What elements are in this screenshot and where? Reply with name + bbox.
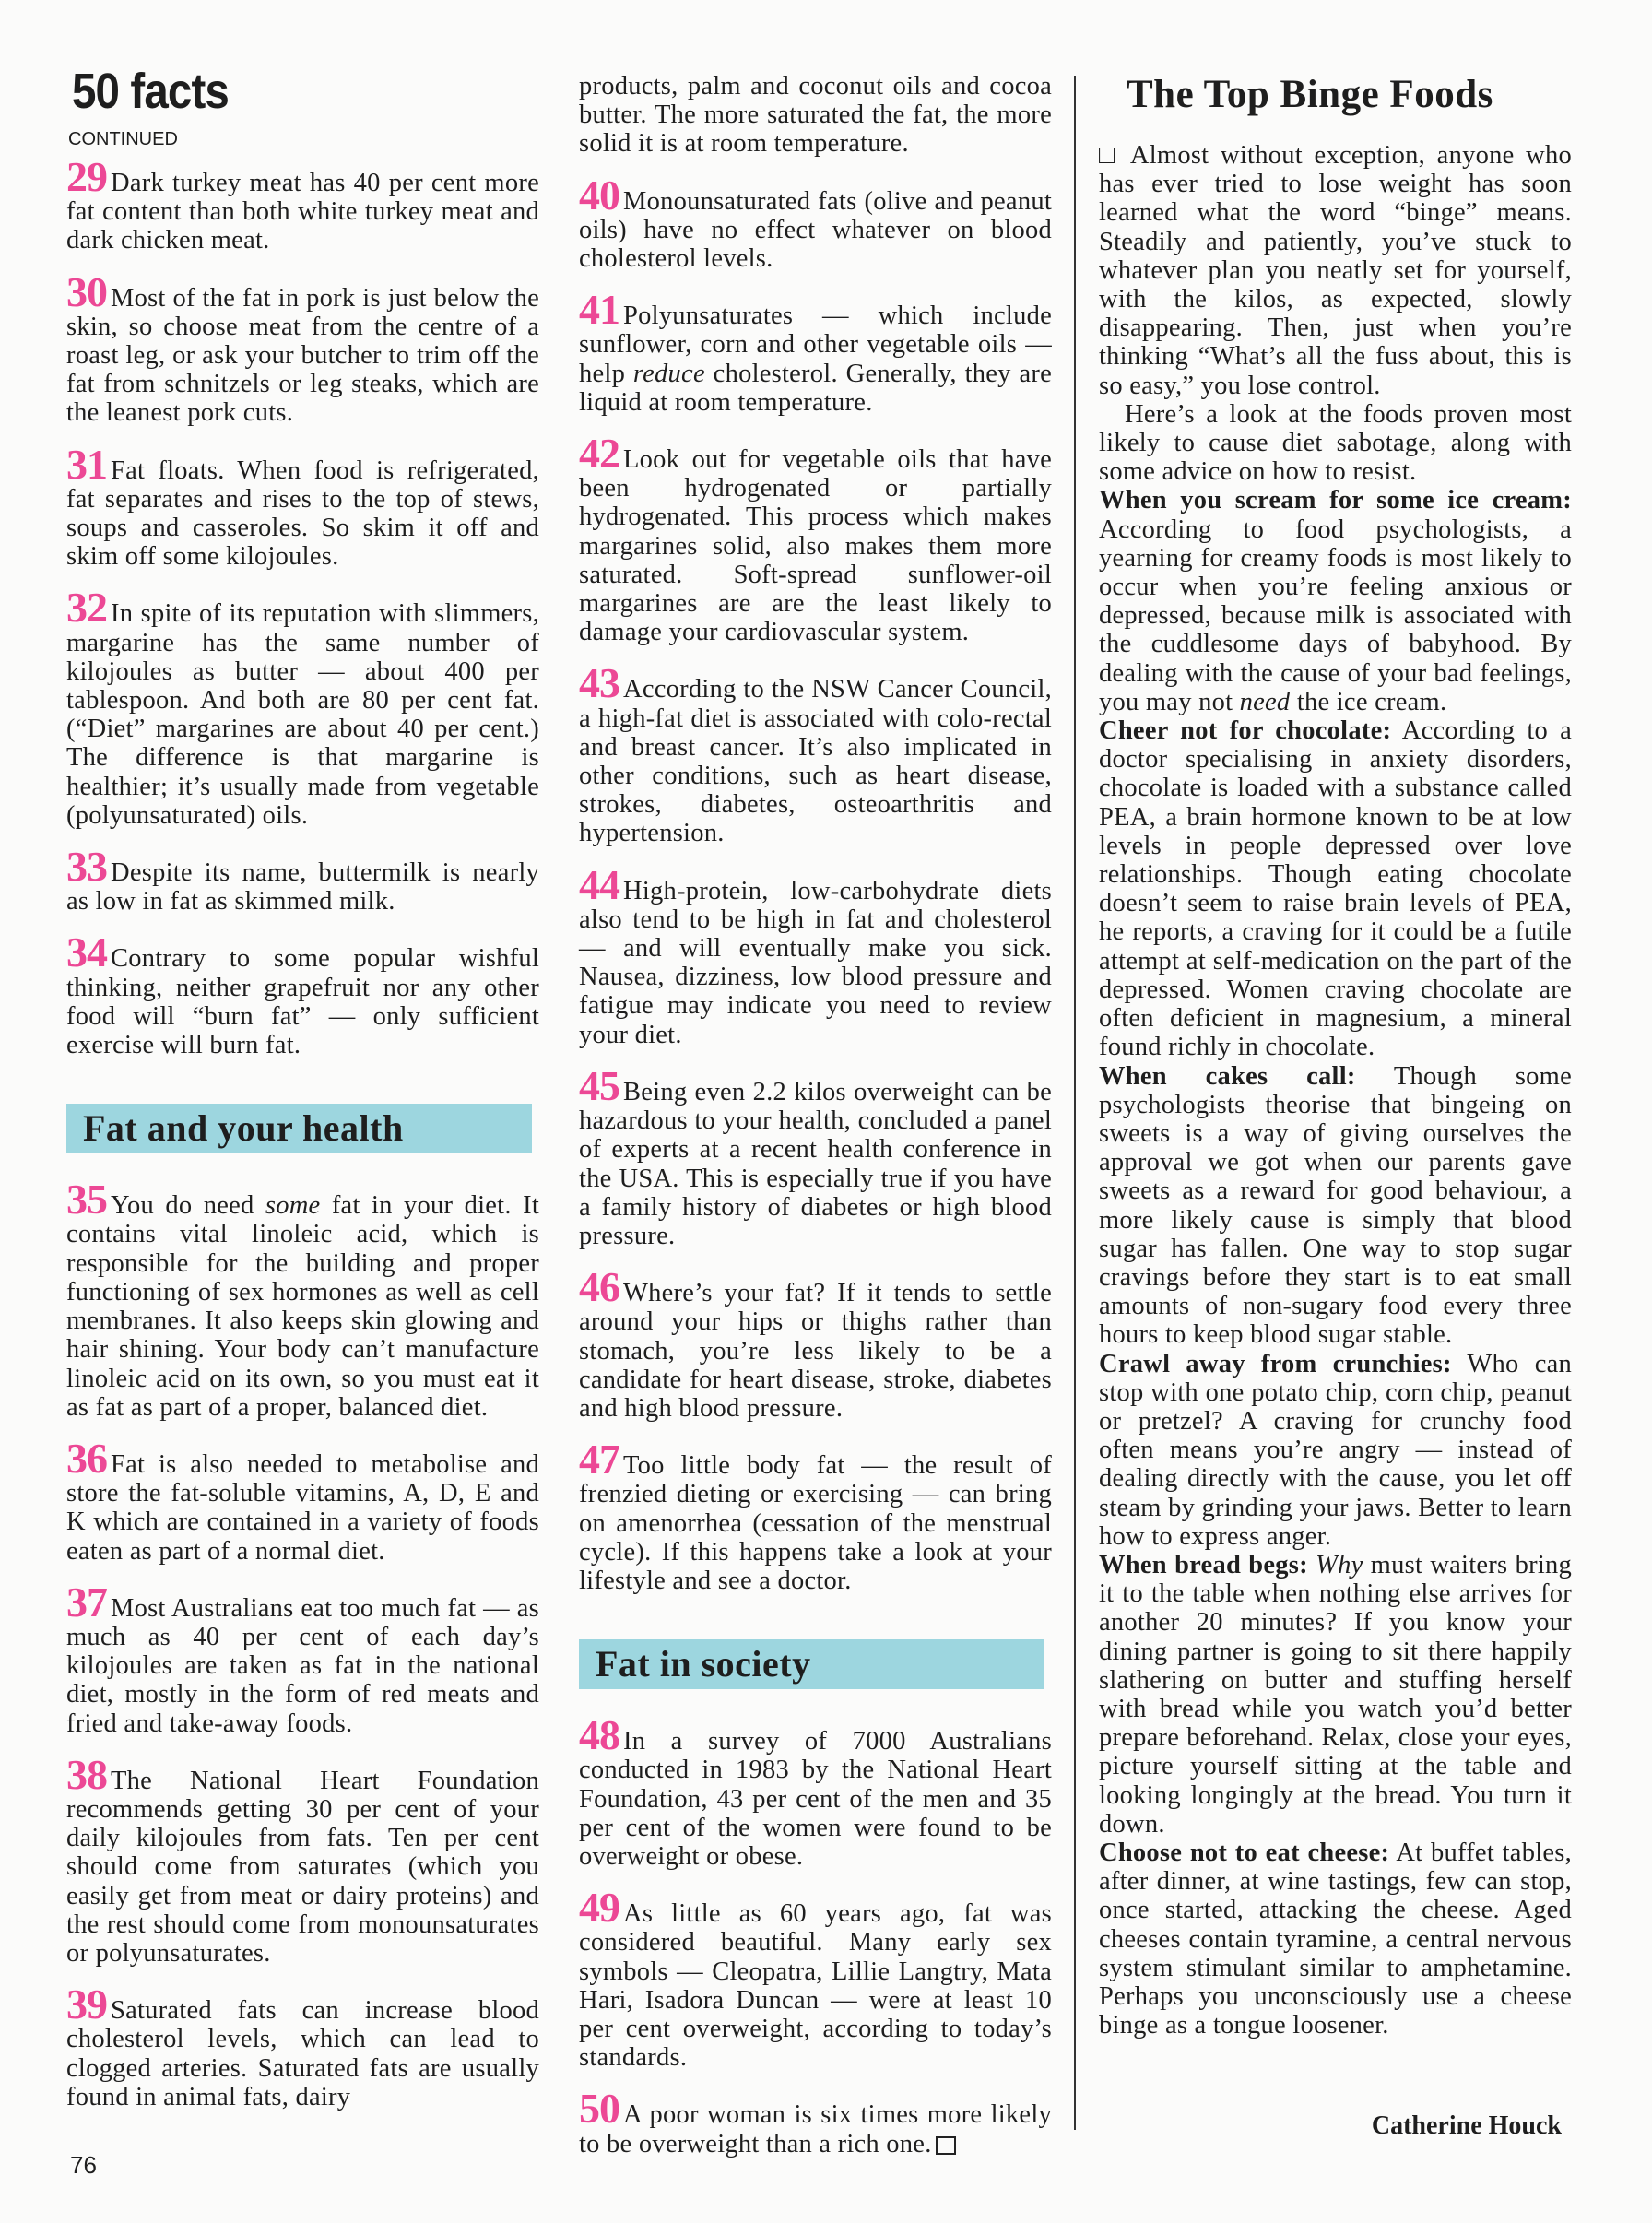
fact-item [66, 1176, 539, 1422]
fact-continuation [579, 72, 1052, 159]
paragraph-lead-in: Choose not to eat cheese: [1099, 1838, 1390, 1867]
sidebar-body [1099, 141, 1572, 2040]
paragraph-text: In spite of its reputation with slimmers, margarine has the same number of kilojoules as butter — about 400 per tablespoon. And both are 80 per cent fat. (“Diet” margarines are about 40 per cent.) The difference is that margarine is healthier; it’s usually made from vegetable (polyunsaturated) oils. [66, 599, 539, 830]
paragraph-text: Most Australians eat too much fat — as much as 40 per cent of each day’s kilojoules are taken as fat in the national diet, mostly in the form of red meats and fried and take-away foods. [66, 1593, 539, 1738]
fact-item [66, 440, 539, 572]
fact-item [66, 267, 539, 428]
paragraph-lead-in: When bread begs: [1099, 1550, 1308, 1579]
paragraph-text: In a survey of 7000 Australians conducted in 1983 by the National Heart Foundation, 43 per cent of the men and 35 per cent of the women were found to be overweight or obese. [579, 1727, 1052, 1871]
paragraph-text: According to food psychologists, a yearning for creamy foods is most likely to occur when you’re feeling anxious or depressed, because milk is associated with the cuddlesome days of babyhood. By dealing with the cause of your bad feelings, you may not [1099, 514, 1572, 716]
fact-number: 31 [66, 440, 107, 488]
fact-number: 30 [66, 267, 107, 315]
paragraph-text: Dark turkey meat has 40 per cent more fat content than both white turkey meat and dark chicken meat. [66, 169, 539, 255]
fact-number: 49 [579, 1884, 620, 1932]
fact-item [66, 153, 539, 255]
paragraph-text: The National Heart Foundation recommends getting 30 per cent of your daily kilojoules from fats. Ten per cent should come from saturates (which you easily get from meat or dairy proteins) and the rest should come from monounsaturates or polyunsaturates. [66, 1766, 539, 1968]
sidebar-paragraph [1099, 1062, 1572, 1350]
paragraph-text: fat in your diet. It contains vital linoleic acid, which is responsible for the building and proper functioning of sex hormones as well as cell membranes. It also keeps skin glowing and hair shining. Your body can’t manufacture linoleic acid on its own, so you must eat it as fat as part of a proper, balanced diet. [66, 1191, 539, 1422]
fact-number: 34 [66, 928, 107, 976]
page-number: 76 [70, 2151, 97, 2179]
fact-item [66, 928, 539, 1060]
fact-item [579, 1436, 1052, 1595]
paragraph-text: Monounsaturated fats (olive and peanut oils) have no effect whatever on blood cholesterol levels. [579, 186, 1052, 274]
column-1 [66, 153, 539, 2139]
fact-number: 41 [579, 286, 620, 334]
fact-item [579, 171, 1052, 274]
paragraph-text: Where’s your fat? If it tends to settle around your hips or thighs rather than stomach, you’re less likely to be a candidate for heart disease, stroke, diabetes and high blood pressure. [579, 1279, 1052, 1423]
paragraph-lead-in: Cheer not for chocolate: [1099, 716, 1392, 746]
article-subtitle: CONTINUED [68, 129, 178, 149]
paragraph-text: the ice cream. [1290, 687, 1447, 716]
paragraph-text: Look out for vegetable oils that have been hydrogenated or partially hydrogenated. This process which makes margarines solid, also makes them more saturated. Soft-spread sunflower-oil margarines are are the least likely to damage your cardiovascular system. [579, 445, 1052, 647]
fact-item [66, 1578, 539, 1738]
paragraph-lead-in: When you scream for some ice cream: [1099, 486, 1572, 515]
paragraph-text: Polyunsaturates — which include sunflower, corn and other vegetable oils — help [579, 302, 1052, 388]
sidebar-paragraph [1099, 716, 1572, 1061]
paragraph-text: products, palm and coconut oils and cocoa butter. The more saturated the fat, the more solid it is at room temperature. [579, 72, 1052, 159]
fact-number: 38 [66, 1750, 107, 1798]
sidebar-paragraph [1099, 1839, 1572, 2040]
paragraph-text: Fat floats. When food is refrigerated, fat separates and rises to the top of stews, soups and casseroles. So skim it off and skim off some kilojoules. [66, 455, 539, 572]
fact-item [579, 286, 1052, 417]
fact-number: 29 [66, 153, 107, 200]
sidebar-paragraph [1099, 486, 1572, 716]
fact-number: 47 [579, 1436, 620, 1484]
fact-number: 45 [579, 1061, 620, 1109]
emphasis-text: reduce [632, 359, 705, 388]
paragraph-lead-in: When cakes call: [1099, 1061, 1356, 1091]
fact-number: 39 [66, 1981, 107, 2028]
fact-item [579, 2085, 1052, 2158]
fact-number: 40 [579, 171, 620, 219]
fact-number: 50 [579, 2085, 620, 2133]
paragraph-text: You do need [111, 1191, 266, 1221]
paragraph-text [1308, 1551, 1316, 1579]
paragraph-text: At buffet tables, after dinner, at wine tastings, few can stop, once started, attacking the cheese. Aged cheeses contain tyramine, a central nervous system stimulant similar to amphetamine. Perhaps you unconsciously use a cheese binge as a tongue loosener. [1099, 1838, 1572, 2040]
fact-item [579, 1263, 1052, 1423]
sidebar-paragraph [1099, 1551, 1572, 1839]
section-heading: Fat and your health [66, 1104, 532, 1153]
paragraph-text: Who can stop with one potato chip, corn chip, peanut or pretzel? A craving for crunchy food often means you’re angry — instead of dealing directly with the cause, you let off steam by grinding your jaws. Better to learn how to express anger. [1099, 1349, 1572, 1551]
fact-number: 46 [579, 1263, 620, 1311]
fact-item [66, 1981, 539, 2111]
paragraph-text: According to the NSW Cancer Council, a high-fat diet is associated with colo-rectal and breast cancer. It’s also implicated in other conditions, such as heart disease, strokes, diabetes, osteoarthritis and hypertension. [579, 675, 1052, 848]
paragraph-lead-in: Crawl away from crunchies: [1099, 1349, 1452, 1378]
sidebar-paragraph [1099, 141, 1572, 400]
sidebar-title: The Top Binge Foods [1127, 73, 1493, 116]
emphasis-text: some [265, 1191, 321, 1221]
byline: Catherine Houck [1371, 2111, 1562, 2140]
paragraph-text: Saturated fats can increase blood cholesterol levels, which can lead to clogged arteries. Saturated fats are usually found in animal fats, dairy [66, 1996, 539, 2111]
end-mark-icon [936, 2136, 956, 2155]
fact-item [579, 1711, 1052, 1871]
column-divider [1074, 76, 1076, 2130]
emphasis-text: Why [1316, 1550, 1363, 1579]
paragraph-text: Despite its name, buttermilk is nearly as low in fat as skimmed milk. [66, 858, 539, 916]
fact-number: 42 [579, 430, 620, 478]
section-heading: Fat in society [579, 1639, 1044, 1689]
sidebar-paragraph [1099, 1350, 1572, 1551]
paragraph-text: Most of the fat in pork is just below the skin, so choose meat from the centre of a roast leg, or ask your butcher to trim off the fat from schnitzels or leg steaks, which are the leanest pork cuts. [66, 283, 539, 428]
fact-number: 48 [579, 1711, 620, 1759]
article-title: 50 facts [72, 64, 229, 119]
fact-number: 35 [66, 1176, 107, 1224]
column-2 [579, 72, 1052, 2186]
fact-item [579, 1061, 1052, 1250]
fact-number: 36 [66, 1434, 107, 1482]
paragraph-text: Being even 2.2 kilos overweight can be hazardous to your health, concluded a panel of experts at a recent health conference in the USA. This is especially true if you have a family history of diabetes or high blood pressure. [579, 1077, 1052, 1250]
fact-item [579, 659, 1052, 848]
paragraph-text: Too little body fat — the result of frenzied dieting or exercising — can bring on amenorrhea (cessation of the menstrual cycle). If this happens take a look at your lifestyle and see a doctor. [579, 1451, 1052, 1595]
paragraph-text: Though some psychologists theorise that bingeing on sweets is a way of giving ourselves the approval we got when our parents gave sweets as a reward for good behaviour, a more likely cause is simply that blood sugar has fallen. One way to stop sugar cravings before they start is to eat small amounts of non-sugary food every three hours to keep blood sugar stable. [1099, 1061, 1572, 1350]
fact-number: 33 [66, 843, 107, 891]
paragraph-text: Contrary to some popular wishful thinking, neither grapefruit nor any other food will “burn fat” — only sufficient exercise will burn fat. [66, 944, 539, 1060]
fact-item [66, 584, 539, 830]
fact-number: 32 [66, 584, 107, 632]
paragraph-text: Here’s a look at the foods proven most likely to cause diet sabotage, along with some advice on how to resist. [1099, 399, 1572, 487]
paragraph-text: As little as 60 years ago, fat was considered beautiful. Many early sex symbols — Cleopatra, Lillie Langtry, Mata Hari, Isadora Duncan — were at least 10 per cent overweight, according to today’s standards. [579, 1899, 1052, 2073]
fact-item [579, 860, 1052, 1049]
paragraph-text: Fat is also needed to metabolise and store the fat-soluble vitamins, A, D, E and K which are contained in a variety of foods eaten as part of a normal diet. [66, 1449, 539, 1566]
fact-item [66, 843, 539, 916]
sidebar-paragraph [1099, 400, 1572, 487]
emphasis-text: need [1239, 687, 1291, 716]
paragraph-text: A poor woman is six times more likely to be overweight than a rich one. [579, 2100, 1052, 2158]
paragraph-text: High-protein, low-carbohydrate diets also tend to be high in fat and cholesterol — and will eventually make you sick. Nausea, dizziness, low blood pressure and fatigue may indicate you need to review your diet. [579, 876, 1052, 1049]
paragraph-text: cholesterol. Generally, they are liquid at room temperature. [579, 359, 1052, 417]
fact-number: 43 [579, 659, 620, 707]
fact-item [579, 430, 1052, 647]
paragraph-text: must waiters bring it to the table when nothing else arrives for another 20 minutes? If you know your dining partner is going to sit there happily slathering on butter and stuffing herself with bread while you watch you’d better prepare beforehand. Relax, close your eyes, picture yourself sitting at the table and looking longingly at the bread. You turn it down. [1099, 1550, 1573, 1839]
fact-number: 37 [66, 1578, 107, 1626]
paragraph-text: According to a doctor specialising in anxiety disorders, chocolate is loaded with a substance called PEA, a brain hormone known to be at low levels in people depressed over love relationships. Though eating chocolate doesn’t seem to raise brain levels of PEA, he reports, a craving for it could be a futile attempt at self-medication on the part of the depressed. Women craving chocolate are often deficient in magnesium, a mineral found richly in chocolate. [1099, 716, 1572, 1062]
fact-number: 44 [579, 860, 620, 908]
fact-item [66, 1434, 539, 1566]
fact-item [66, 1750, 539, 1968]
paragraph-text: □ Almost without exception, anyone who has ever tried to lose weight has soon learned what the word “binge” means. Steadily and patiently, you’ve stuck to whatever plan you neatly set for yourself, with the kilos, as expected, slowly disappearing. Then, just when you’re thinking “What’s all the fuss about, this is so easy,” you lose control. [1099, 141, 1572, 400]
fact-item [579, 1884, 1052, 2073]
